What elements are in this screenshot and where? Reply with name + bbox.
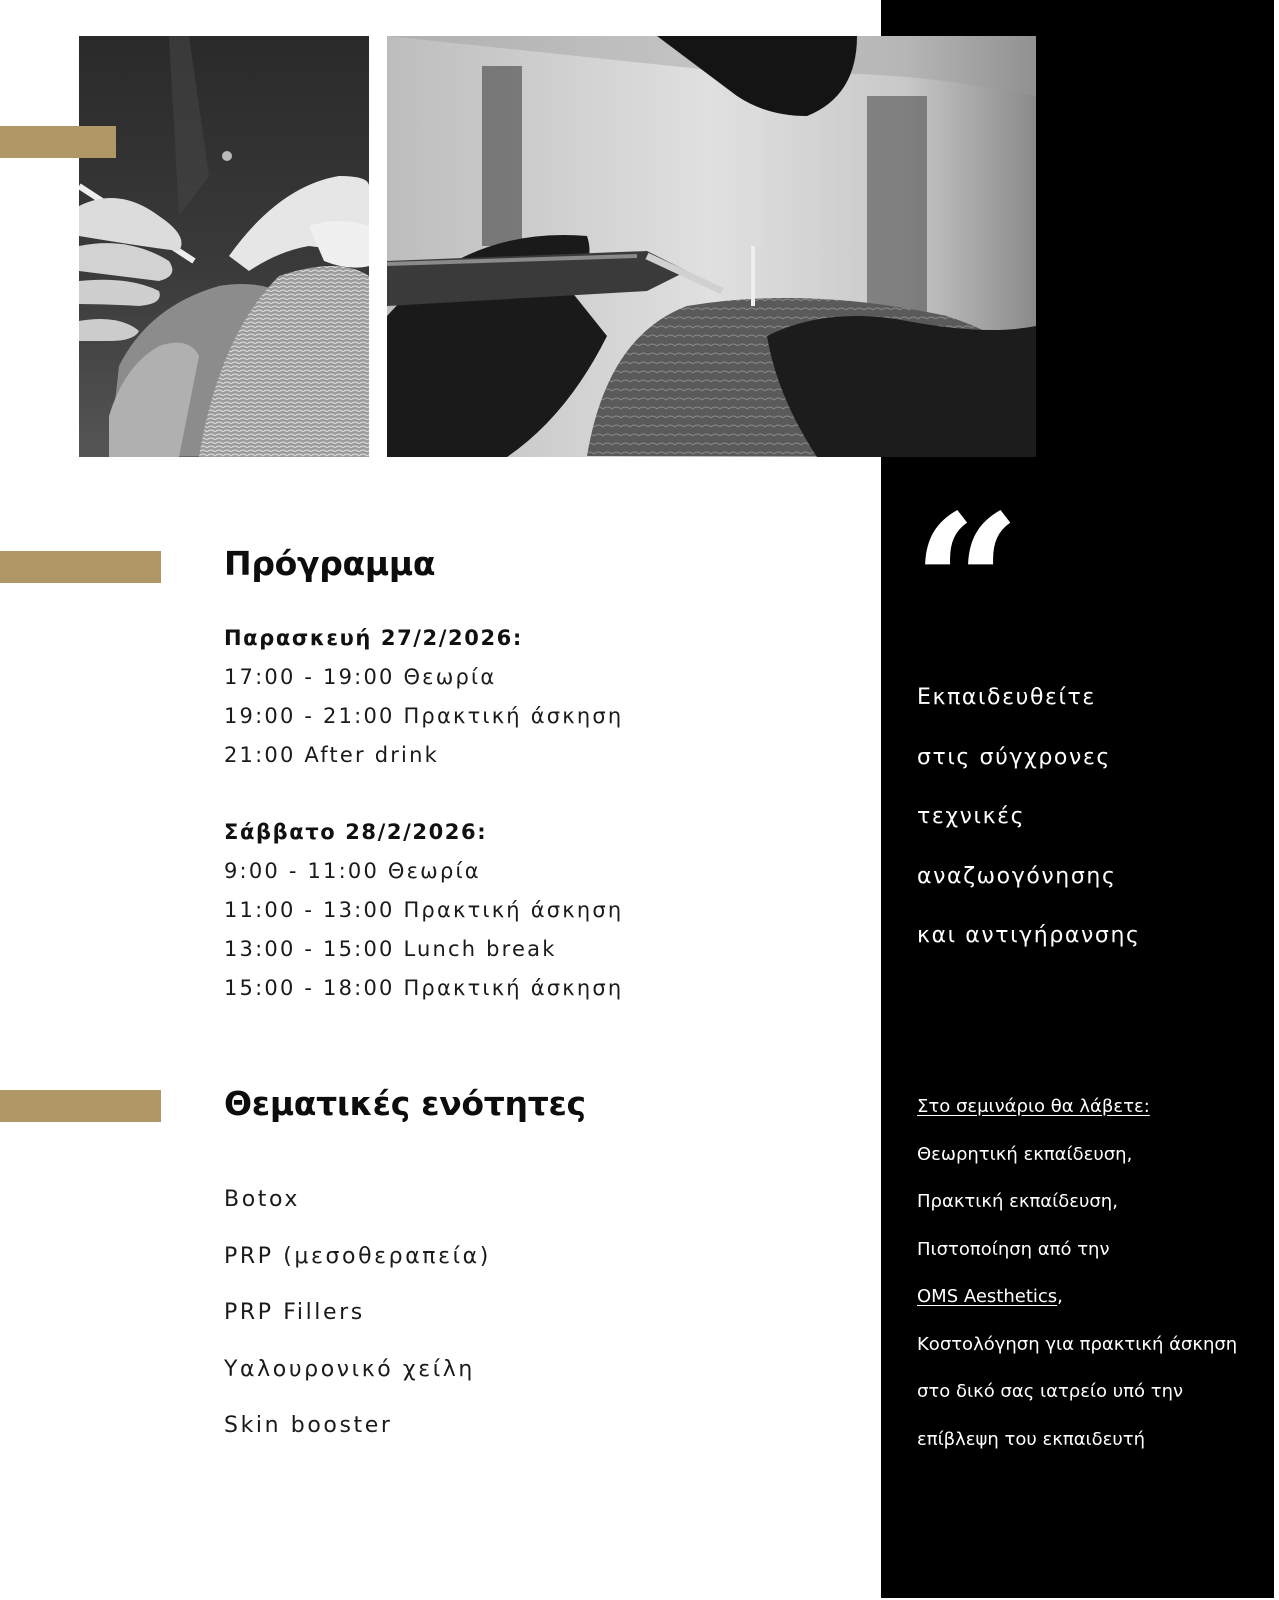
schedule-slot: 11:00 - 13:00 Πρακτική άσκηση [224, 898, 624, 922]
photo-forehead-marking-image [79, 36, 369, 457]
schedule-slot: 15:00 - 18:00 Πρακτική άσκηση [224, 976, 624, 1000]
day-heading: Σάββατο 28/2/2026: [224, 820, 488, 844]
schedule-slot: 13:00 - 15:00 Lunch break [224, 937, 557, 961]
spacer [224, 775, 623, 813]
quote-line: στις σύγχρονες [917, 744, 1111, 770]
schedule [224, 619, 623, 1008]
photo-scalp-injection [387, 36, 1036, 457]
benefits-heading: Στο σεμινάριο θα λάβετε: [917, 1096, 1150, 1117]
schedule-slot: 21:00 After drink [224, 743, 439, 767]
topic-item: Skin booster [224, 1413, 393, 1438]
oms-aesthetics-link[interactable]: OMS Aesthetics [917, 1286, 1058, 1307]
topics-title: Θεματικές ενότητες [224, 1084, 586, 1123]
benefits-list [917, 1093, 1237, 1473]
topics-list [224, 1172, 491, 1455]
topic-item: PRP Fillers [224, 1300, 365, 1325]
schedule-slot: 9:00 - 11:00 Θεωρία [224, 859, 481, 883]
day-heading: Παρασκευή 27/2/2026: [224, 626, 523, 650]
schedule-day-friday [224, 619, 623, 775]
benefit-line: Πρακτική εκπαίδευση, [917, 1191, 1118, 1212]
benefit-line: Κοστολόγηση για πρακτική άσκηση [917, 1333, 1238, 1355]
quote-line: αναζωογόνησης [917, 863, 1117, 889]
brand-suffix: , [1057, 1286, 1063, 1307]
program-title: Πρόγραμμα [224, 544, 436, 583]
gold-accent-bar-top [0, 126, 116, 158]
quote-open-icon: “ [912, 473, 1022, 696]
benefit-line: επίβλεψη του εκπαιδευτή [917, 1428, 1146, 1450]
topic-item: Botox [224, 1187, 300, 1212]
quote-line: Εκπαιδευθείτε [917, 685, 1096, 710]
benefit-line: στο δικό σας ιατρείο υπό την [917, 1381, 1184, 1402]
gold-accent-bar-program [0, 551, 161, 583]
gold-accent-bar-topics [0, 1090, 161, 1122]
quote-text [917, 680, 1141, 978]
schedule-slot: 17:00 - 19:00 Θεωρία [224, 665, 497, 689]
schedule-day-saturday [224, 813, 623, 1008]
benefit-line-brand [917, 1283, 1237, 1331]
benefit-line: Θεωρητική εκπαίδευση, [917, 1143, 1133, 1165]
schedule-slot: 19:00 - 21:00 Πρακτική άσκηση [224, 704, 624, 728]
benefit-line: Πιστοποίηση από την [917, 1238, 1110, 1260]
photo-forehead-marking [79, 36, 369, 457]
topic-item: PRP (μεσοθεραπεία) [224, 1243, 491, 1269]
photo-scalp-injection-image [387, 36, 1036, 457]
quote-line: τεχνικές [917, 804, 1026, 829]
quote-line: και αντιγήρανσης [917, 923, 1141, 948]
topic-item: Υαλουρονικό χείλη [224, 1356, 475, 1382]
